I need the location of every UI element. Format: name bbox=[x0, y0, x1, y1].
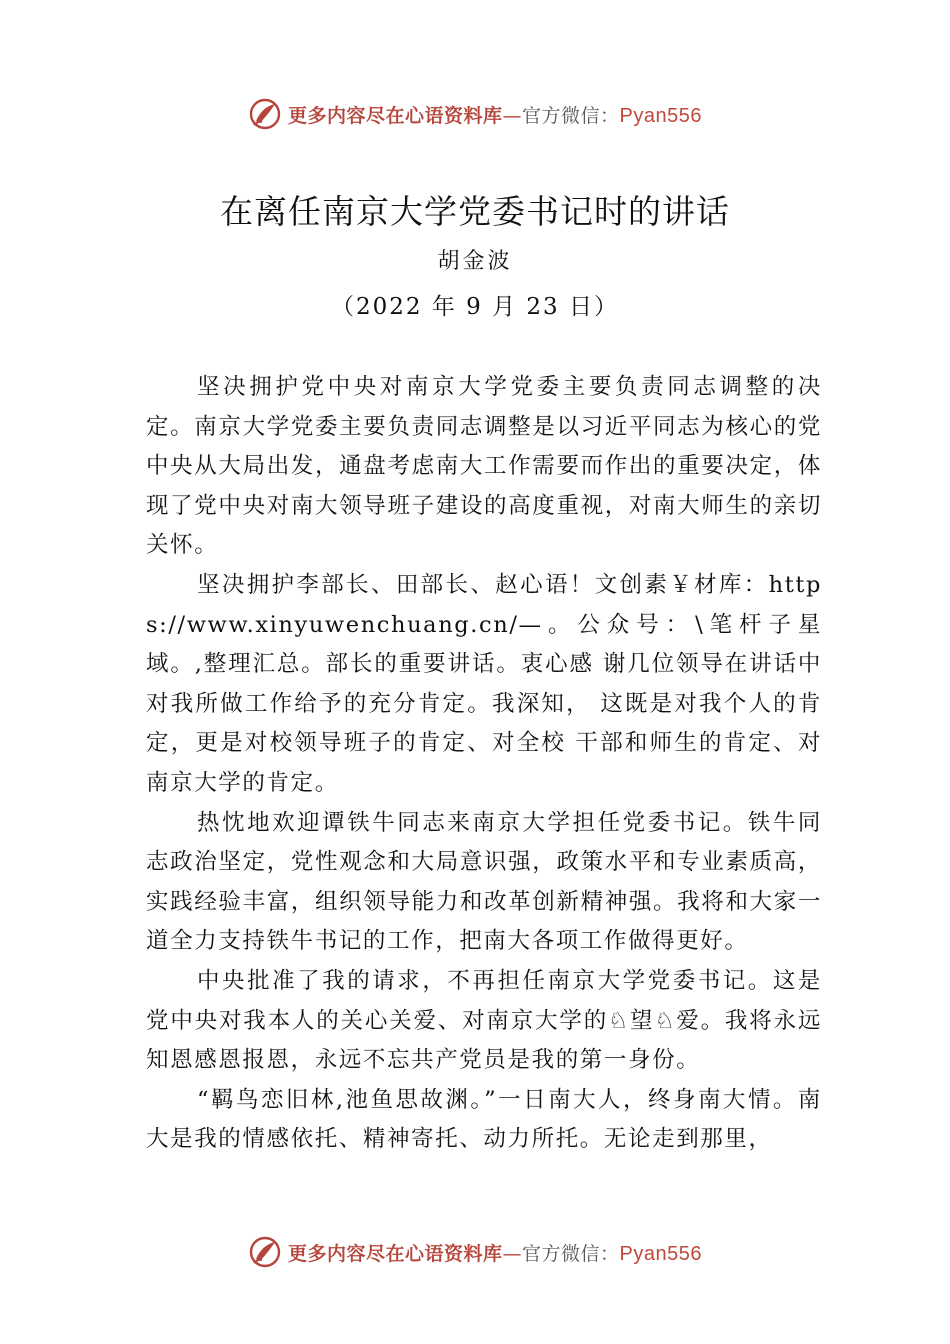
header-banner bbox=[0, 92, 950, 136]
banner-handle: Pyan556 bbox=[619, 104, 702, 127]
document-date: （2022 年 9 月 23 日） bbox=[331, 294, 619, 320]
banner-handle: Pyan556 bbox=[619, 1242, 702, 1265]
banner-text bbox=[288, 101, 702, 128]
paragraph: 坚决拥护李部长、田部长、赵心语！文创素￥材库：https://www.xinyuwenchuang.cn/—。公众号：\笔杆子星域。,整理汇总。部长的重要讲话。衷心感 谢几位领导在讲话中对我所做工作给予的充分肯定。我深知， 这既是对我个人的肯定，更是对校领导班子的肯定、对全校 干部和师生的肯定、对南京大学的肯定。 bbox=[146, 571, 822, 796]
paragraph: 热忱地欢迎谭铁牛同志来南京大学担任党委书记。铁牛同志政治坚定，党性观念和大局意识强，政策水平和专业素质高，实践经验丰富，组织领导能力和改革创新精神强。我将和大家一道全力支持铁牛书记的工作，把南大各项工作做得更好。 bbox=[146, 809, 822, 955]
banner-gray-text: 官方微信： bbox=[522, 104, 620, 127]
banner-red-text: 更多内容尽在心语资料库 bbox=[288, 104, 503, 127]
paragraph: 中央批准了我的请求，不再担任南京大学党委书记。这是党中央对我本人的关心关爱、对南京大学的♘望♘爱。我将永远知恩感恩报恩，永远不忘共产党员是我的第一身份。 bbox=[146, 967, 822, 1074]
banner-text bbox=[288, 1239, 702, 1266]
banner-red-text: 更多内容尽在心语资料库 bbox=[288, 1242, 503, 1265]
document-body bbox=[146, 368, 822, 1160]
banner-separator: — bbox=[502, 1242, 523, 1265]
banner-separator: — bbox=[502, 104, 523, 127]
paragraph: “羁鸟恋旧林,池鱼思故渊。”一日南大人，终身南大情。南大是我的情感依托、精神寄托、动力所托。无论走到那里， bbox=[146, 1086, 822, 1153]
paragraph: 坚决拥护党中央对南京大学党委主要负责同志调整的决定。南京大学党委主要负责同志调整是以习近平同志为核心的党中央从大局出发，通盘考虑南大工作需要而作出的重要决定，体现了党中央对南大领导班子建设的高度重视，对南大师生的亲切关怀。 bbox=[146, 374, 822, 559]
footer-banner bbox=[0, 1230, 950, 1274]
document-title: 在离任南京大学党委书记时的讲话 bbox=[220, 192, 730, 231]
document-author: 胡金波 bbox=[437, 249, 513, 274]
brush-logo-icon bbox=[248, 1235, 282, 1269]
brush-logo-icon bbox=[248, 97, 282, 131]
banner-gray-text: 官方微信： bbox=[522, 1242, 620, 1265]
